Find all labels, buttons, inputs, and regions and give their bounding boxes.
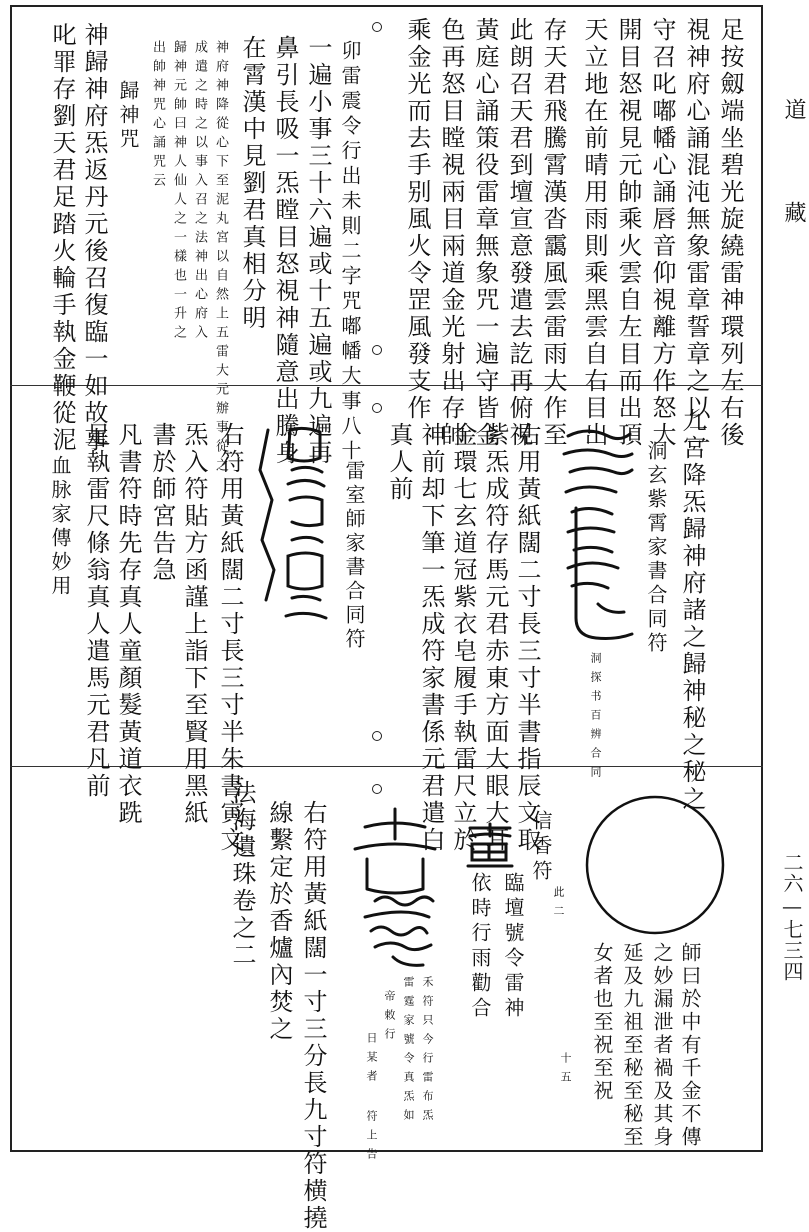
text-column: 乘金光而去手别風火令罡風發支作: [403, 17, 431, 422]
text-column: 視神府心誦混沌無象雷章誓章之以二: [682, 17, 710, 449]
talisman-title: 洞玄紫霄家書合同符: [644, 440, 668, 656]
binding-hole-mark: [372, 784, 382, 794]
binding-hole-mark: [372, 403, 382, 413]
text-column: 此朗召天君到壇宣意發遣去訖再俯視: [505, 17, 533, 449]
book-label: 道 藏: [781, 98, 806, 251]
text-column: 臨壇號令雷神: [501, 872, 525, 1022]
text-column: 炁入符貼方函謹上詣下至賢用黑紙: [180, 422, 208, 827]
annotation-column: 此二: [552, 886, 565, 924]
text-column: 卯雷震令行出未則二字咒嘟幡大事八十: [338, 40, 362, 465]
text-column: 天立地在前晴用雨則乘黑雲自右目出: [580, 17, 608, 449]
annotation-column: 雷霆家號令真炁如: [402, 976, 415, 1128]
text-column: 神前却下筆一炁成符家書係元君遣白: [417, 422, 445, 854]
text-column: 黃庭心誦策役雷章無象咒一遍守皆金: [471, 17, 499, 449]
text-column: 延及九祖至秘至秘至: [620, 942, 644, 1149]
text-column: 開目怒視見元帥乘火雲自左目而出頂: [614, 17, 642, 449]
text-column: 神歸神府炁返丹元後召復臨一如故事: [80, 22, 108, 454]
annotation-column: 帝敕行: [383, 990, 396, 1047]
talisman-glyph: [558, 418, 638, 648]
text-column: 線繫定於香爐內焚之: [265, 800, 293, 1043]
annotation-column: 十五: [559, 1052, 572, 1090]
annotation-column: 歸神元帥曰神人仙人之一樣也一升之: [171, 40, 186, 344]
text-column: 一遍小事三十六遍或十五遍或九遍再: [304, 35, 332, 467]
section-heading: 歸神咒: [116, 80, 140, 152]
annotation-column: 成遣之時之以事入召之法神出心府入: [192, 40, 207, 344]
text-column: 凡書符時先存真人童顏髮黃道衣跣: [114, 422, 142, 827]
text-column: 右用黃紙闊二寸長三寸半書指辰文取: [513, 422, 541, 854]
text-column: 右符用黃紙闊二寸長三寸半朱書寅文: [216, 422, 244, 854]
talisman-glyph: [250, 420, 335, 630]
binding-hole-mark: [372, 345, 382, 355]
binding-hole-mark: [372, 731, 382, 741]
text-column: 之妙漏泄者禍及其身: [650, 942, 674, 1149]
text-column: 存天君飛騰霄漢沓靄風雲雷雨大作至: [539, 17, 567, 449]
text-column: 血脉家傳妙用: [48, 455, 72, 599]
text-column: 女者也至祝至祝: [590, 942, 614, 1103]
text-column: 叱罪存劉天君足踏火輪手執金鞭從泥: [48, 22, 76, 454]
talisman-note: 洞探书百辨合同: [589, 652, 602, 785]
page-number: 二六—七三四: [780, 852, 804, 982]
text-column: 右符用黃紙闊一寸三分長九寸符横撓: [299, 800, 327, 1232]
circle-seal-icon: [580, 790, 730, 940]
text-column: 書於師宮告急: [148, 422, 176, 584]
text-column: 師曰於中有千金不傳: [678, 942, 702, 1149]
talisman-title: 信香符: [529, 810, 553, 885]
talisman-glyph: [462, 820, 517, 870]
binding-hole-mark: [372, 22, 382, 32]
text-column: 色再怒目瞠視兩目兩道金光射出存帥: [437, 17, 465, 449]
volume-title: 法海遺珠卷之二: [228, 780, 256, 969]
talisman-title: 雷室師家書合同符: [342, 460, 366, 652]
annotation-column: 日某者 符上告: [365, 1032, 378, 1167]
text-column: 真人前: [385, 422, 413, 503]
text-column: 紫炁成符存馬元君赤東方面大眼大耳: [481, 422, 509, 854]
text-column: 守召叱嘟幡心誦唇音仰視離方作怒大: [648, 17, 676, 449]
text-column: 金環七玄道冠紫衣皂履手執雷尺立於: [449, 422, 477, 854]
annotation-column: 出帥神咒心誦咒云: [150, 40, 165, 192]
talisman-glyph: [345, 805, 445, 970]
text-column: 足按劔端坐碧光旋繞雷神環列左右後: [716, 17, 744, 449]
annotation-column: 神府神降從心下至泥丸宮以自然上五雷大元辦事從之: [213, 40, 228, 477]
text-column: 九宮降炁歸神府諸之歸神秘之秘之: [678, 408, 706, 813]
text-column: 足執雷尺條翁真人遣馬元君凡前: [82, 422, 110, 800]
text-column: 在霄漢中見劉君真相分明: [238, 35, 266, 332]
text-column: 依時行雨勸合: [468, 872, 492, 1022]
text-column: 鼻引長吸一炁瞠目怒視神隨意出騰身: [271, 35, 299, 467]
annotation-column: 禾符只今行雷布炁: [421, 976, 434, 1128]
